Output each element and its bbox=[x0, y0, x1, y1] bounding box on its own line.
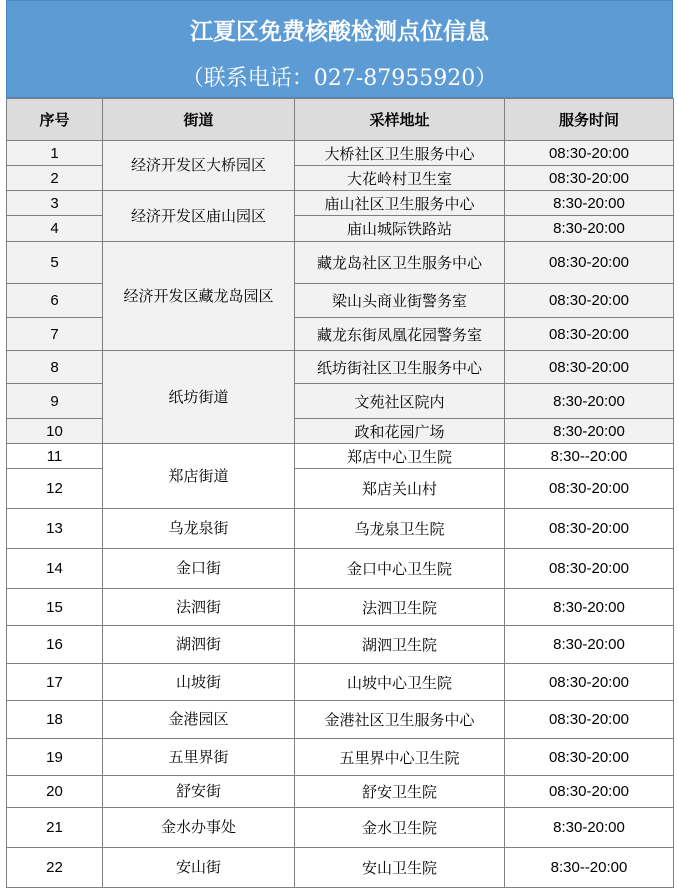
street-cell: 法泗街 bbox=[103, 589, 295, 626]
street-cell: 金港园区 bbox=[103, 701, 295, 739]
address-cell: 藏龙东街凤凰花园警务室 bbox=[295, 318, 505, 351]
time-cell: 08:30-20:00 bbox=[505, 351, 674, 384]
address-cell: 文苑社区院内 bbox=[295, 384, 505, 419]
street-cell: 经济开发区庙山园区 bbox=[103, 191, 295, 242]
row-number: 16 bbox=[7, 626, 103, 664]
row-number: 13 bbox=[7, 509, 103, 549]
time-cell: 8:30--20:00 bbox=[505, 848, 674, 888]
address-cell: 金水卫生院 bbox=[295, 808, 505, 848]
time-cell: 08:30-20:00 bbox=[505, 739, 674, 776]
time-cell: 8:30-20:00 bbox=[505, 384, 674, 419]
street-cell: 乌龙泉街 bbox=[103, 509, 295, 549]
table-row bbox=[7, 701, 674, 739]
sheet-title: 江夏区免费核酸检测点位信息 bbox=[190, 18, 489, 45]
row-number: 21 bbox=[7, 808, 103, 848]
table-row bbox=[7, 626, 674, 664]
time-cell: 08:30-20:00 bbox=[505, 509, 674, 549]
time-cell: 08:30-20:00 bbox=[505, 469, 674, 509]
row-number: 4 bbox=[7, 216, 103, 242]
table-row bbox=[7, 549, 674, 589]
row-number: 6 bbox=[7, 284, 103, 318]
testing-sites-table bbox=[6, 98, 674, 888]
table-row bbox=[7, 776, 674, 808]
street-cell: 安山街 bbox=[103, 848, 295, 888]
header-address: 采样地址 bbox=[295, 99, 505, 141]
title-banner bbox=[6, 0, 673, 98]
street-cell: 纸坊街道 bbox=[103, 351, 295, 444]
row-number: 2 bbox=[7, 166, 103, 191]
time-cell: 08:30-20:00 bbox=[505, 701, 674, 739]
header-no: 序号 bbox=[7, 99, 103, 141]
table-row bbox=[7, 351, 674, 384]
address-cell: 庙山社区卫生服务中心 bbox=[295, 191, 505, 216]
table-row bbox=[7, 509, 674, 549]
time-cell: 8:30-20:00 bbox=[505, 589, 674, 626]
address-cell: 湖泗卫生院 bbox=[295, 626, 505, 664]
address-cell: 金口中心卫生院 bbox=[295, 549, 505, 589]
street-cell: 山坡街 bbox=[103, 664, 295, 701]
row-number: 7 bbox=[7, 318, 103, 351]
row-number: 1 bbox=[7, 141, 103, 166]
row-number: 11 bbox=[7, 444, 103, 469]
header-time: 服务时间 bbox=[505, 99, 674, 141]
address-cell: 藏龙岛社区卫生服务中心 bbox=[295, 242, 505, 284]
address-cell: 纸坊街社区卫生服务中心 bbox=[295, 351, 505, 384]
time-cell: 8:30--20:00 bbox=[505, 444, 674, 469]
row-number: 19 bbox=[7, 739, 103, 776]
street-cell: 湖泗街 bbox=[103, 626, 295, 664]
row-number: 18 bbox=[7, 701, 103, 739]
street-cell: 经济开发区大桥园区 bbox=[103, 141, 295, 191]
street-cell: 经济开发区藏龙岛园区 bbox=[103, 242, 295, 351]
row-number: 3 bbox=[7, 191, 103, 216]
address-cell: 郑店关山村 bbox=[295, 469, 505, 509]
row-number: 15 bbox=[7, 589, 103, 626]
address-cell: 山坡中心卫生院 bbox=[295, 664, 505, 701]
address-cell: 五里界中心卫生院 bbox=[295, 739, 505, 776]
table-row bbox=[7, 141, 674, 166]
address-cell: 法泗卫生院 bbox=[295, 589, 505, 626]
address-cell: 金港社区卫生服务中心 bbox=[295, 701, 505, 739]
address-cell: 大花岭村卫生室 bbox=[295, 166, 505, 191]
time-cell: 08:30-20:00 bbox=[505, 242, 674, 284]
street-cell: 金水办事处 bbox=[103, 808, 295, 848]
header-row bbox=[7, 99, 674, 141]
table-row bbox=[7, 664, 674, 701]
address-cell: 庙山城际铁路站 bbox=[295, 216, 505, 242]
row-number: 5 bbox=[7, 242, 103, 284]
address-cell: 舒安卫生院 bbox=[295, 776, 505, 808]
table-row bbox=[7, 589, 674, 626]
table-row bbox=[7, 191, 674, 216]
address-cell: 梁山头商业街警务室 bbox=[295, 284, 505, 318]
time-cell: 08:30-20:00 bbox=[505, 284, 674, 318]
row-number: 17 bbox=[7, 664, 103, 701]
time-cell: 08:30-20:00 bbox=[505, 166, 674, 191]
table-row bbox=[7, 848, 674, 888]
row-number: 22 bbox=[7, 848, 103, 888]
time-cell: 08:30-20:00 bbox=[505, 549, 674, 589]
street-cell: 郑店街道 bbox=[103, 444, 295, 509]
table-row bbox=[7, 739, 674, 776]
time-cell: 8:30-20:00 bbox=[505, 419, 674, 444]
time-cell: 08:30-20:00 bbox=[505, 664, 674, 701]
table-row bbox=[7, 444, 674, 469]
time-cell: 08:30-20:00 bbox=[505, 318, 674, 351]
row-number: 10 bbox=[7, 419, 103, 444]
table-row bbox=[7, 808, 674, 848]
row-number: 9 bbox=[7, 384, 103, 419]
street-cell: 五里界街 bbox=[103, 739, 295, 776]
time-cell: 08:30-20:00 bbox=[505, 776, 674, 808]
table-row bbox=[7, 242, 674, 284]
contact-phone: （联系电话：027-87955920） bbox=[181, 66, 498, 91]
row-number: 12 bbox=[7, 469, 103, 509]
row-number: 20 bbox=[7, 776, 103, 808]
time-cell: 8:30-20:00 bbox=[505, 626, 674, 664]
address-cell: 乌龙泉卫生院 bbox=[295, 509, 505, 549]
address-cell: 安山卫生院 bbox=[295, 848, 505, 888]
header-street: 街道 bbox=[103, 99, 295, 141]
time-cell: 8:30-20:00 bbox=[505, 216, 674, 242]
row-number: 8 bbox=[7, 351, 103, 384]
time-cell: 8:30-20:00 bbox=[505, 808, 674, 848]
address-cell: 政和花园广场 bbox=[295, 419, 505, 444]
street-cell: 舒安街 bbox=[103, 776, 295, 808]
address-cell: 郑店中心卫生院 bbox=[295, 444, 505, 469]
row-number: 14 bbox=[7, 549, 103, 589]
street-cell: 金口街 bbox=[103, 549, 295, 589]
address-cell: 大桥社区卫生服务中心 bbox=[295, 141, 505, 166]
time-cell: 08:30-20:00 bbox=[505, 141, 674, 166]
time-cell: 8:30-20:00 bbox=[505, 191, 674, 216]
